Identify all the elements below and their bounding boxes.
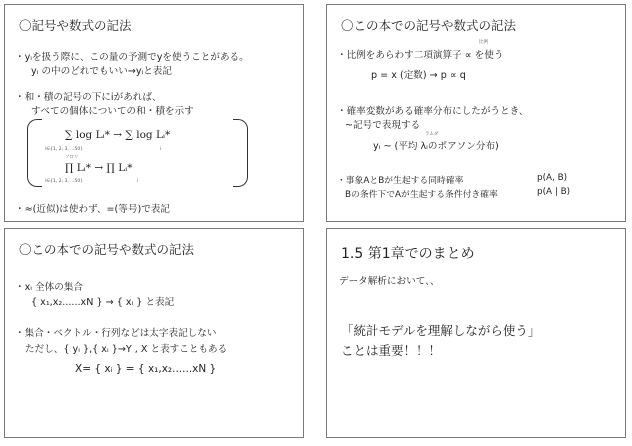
formula-text: yᵢ ~ (平均 λᵢのポアソン分布) [373, 141, 499, 152]
formula-text: { x₁,x₂......xN } → { xᵢ } と表記 [31, 297, 175, 308]
formula-text: p(A, B) [537, 173, 568, 183]
bullet-text: ・xᵢ 全体の集合 [15, 282, 84, 293]
bullet-text: yᵢ の中のどれでもいい→yᵢと表記 [31, 66, 172, 77]
left-brace [27, 119, 42, 187]
key-statement: 「統計モデルを理解しながら使う」 [341, 323, 541, 338]
prod-subscript: i [137, 179, 139, 184]
ruby-annotation: ラムダ [425, 132, 439, 137]
bullet-text: ・yᵢを扱う際に、この量の予測でyを使うことがある。 [15, 52, 249, 63]
key-statement: ことは重要！！！ [341, 343, 442, 358]
prod-annotation: ソロリ [65, 155, 79, 160]
body-text: データ解析において、、 [339, 276, 440, 287]
slide-title: 〇記号や数式の記法 [19, 18, 132, 33]
formula-text: X= { xᵢ } = { x₁,x₂......xN } [75, 363, 217, 375]
prod-subscript: i∈{1, 2, 3, ...50} [45, 179, 84, 184]
bullet-text: ~記号で表現する [345, 120, 421, 131]
prod-formula: ∏ Lᵢ* → ∏ Lᵢ* [65, 162, 133, 174]
bullet-text: ・比例をあらわす二項演算子 ∝ を使う [337, 50, 504, 61]
slide-title: 〇この本での記号や数式の記法 [19, 242, 195, 257]
slide-notation-1 [4, 4, 304, 222]
slide-notation-2 [326, 4, 626, 222]
formula-text: p(A | B) [537, 187, 571, 197]
slide-notation-3 [4, 228, 304, 438]
right-brace [233, 119, 248, 187]
bullet-text: すべての個体についての和・積を示す [31, 106, 194, 117]
bullet-text: Bの条件下でAが生起する条件付き確率 [345, 190, 498, 200]
ruby-annotation: 比例 [479, 40, 488, 45]
slide-title: 1.5 第1章でのまとめ [341, 246, 475, 262]
bullet-text: ただし、{ yᵢ },{ xᵢ }→Y , X と表すこともある [25, 344, 228, 355]
bullet-text: ・≈(近似)は使わず、=(等号)で表記 [15, 204, 170, 215]
sum-subscript: i [160, 147, 162, 152]
bullet-text: ・集合・ベクトル・行列などは太字表記しない [15, 328, 217, 339]
slide-summary [326, 228, 626, 438]
formula-text: p = x (定数) → p ∝ q [371, 70, 466, 81]
slide-title: 〇この本での記号や数式の記法 [341, 18, 517, 33]
sum-subscript: i∈{1, 2, 3, ...50} [45, 147, 84, 152]
sum-formula: ∑ log Lᵢ* → ∑ log Lᵢ* [65, 129, 171, 141]
bullet-text: ・確率変数がある確率分布にしたがうとき、 [337, 106, 529, 117]
bullet-text: ・和・積の記号の下にiがあれば、 [15, 92, 162, 103]
bullet-text: ・事象AとBが生起する同時確率 [337, 176, 464, 186]
